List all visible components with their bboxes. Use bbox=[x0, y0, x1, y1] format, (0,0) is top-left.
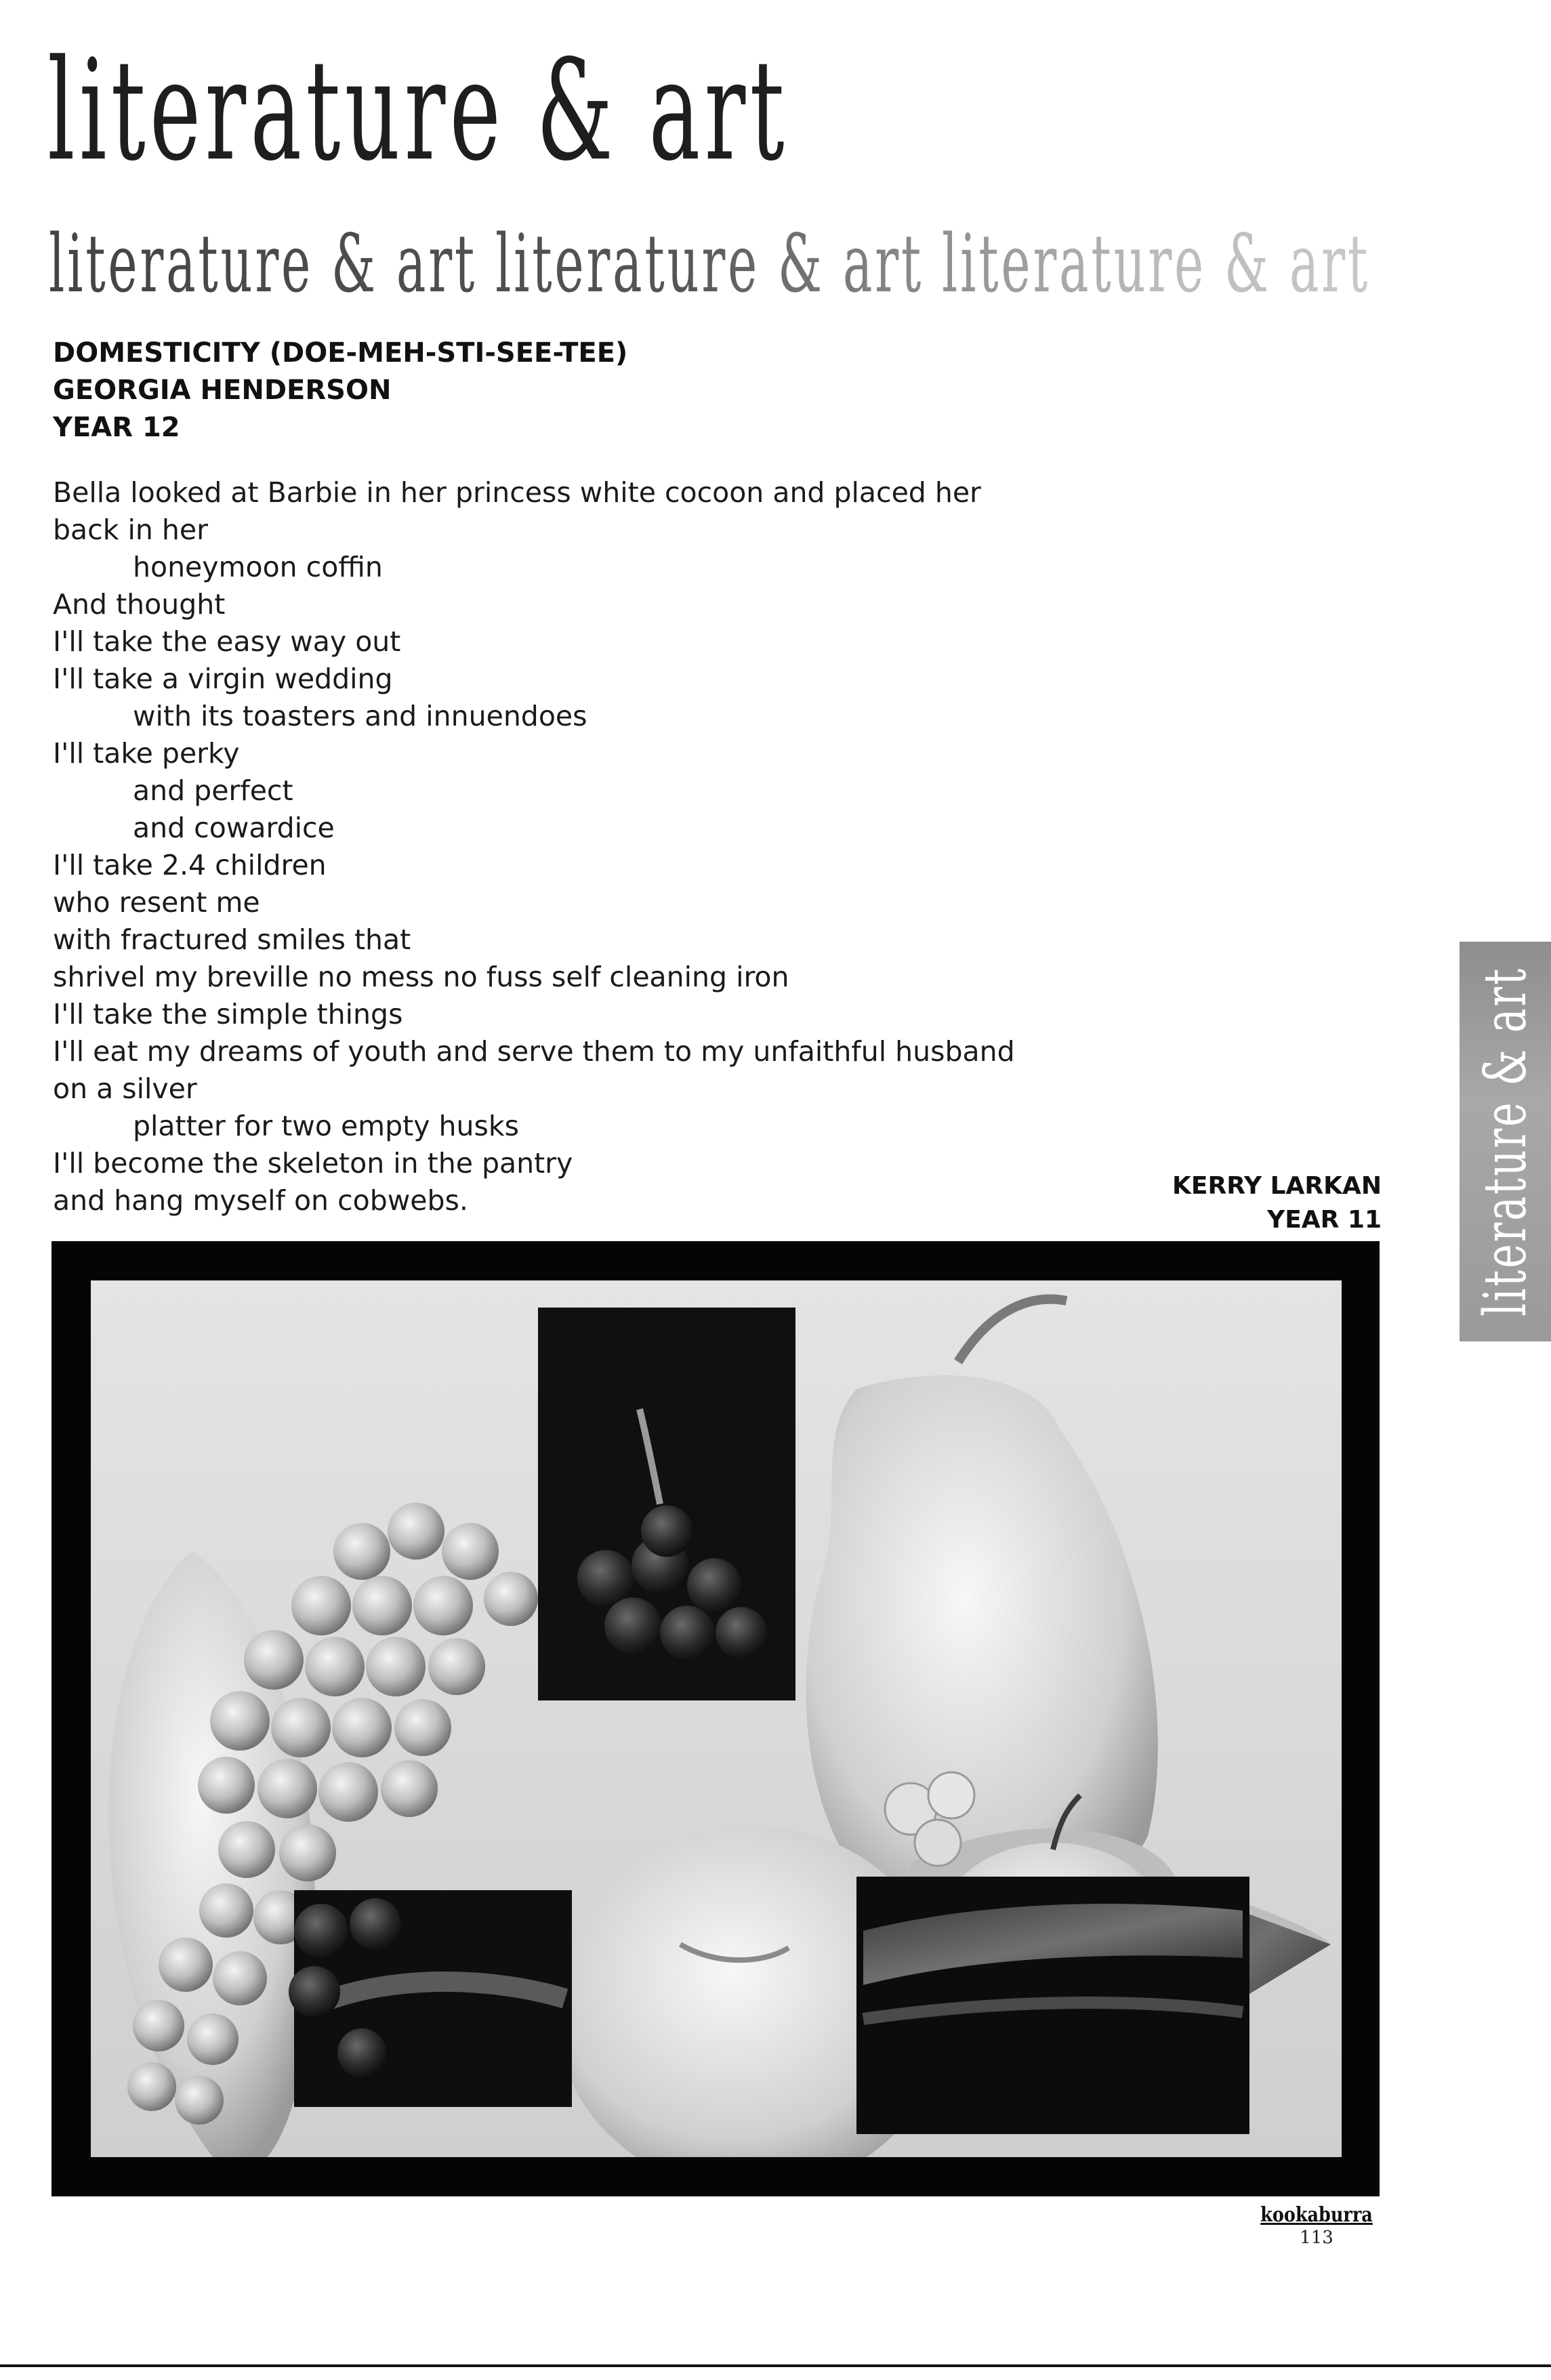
poem-year: YEAR 12 bbox=[53, 412, 180, 443]
poem-line: back in her bbox=[53, 514, 208, 546]
poem-line: shrivel my breville no mess no fuss self cleaning iron bbox=[53, 961, 789, 993]
artist-name: KERRY LARKAN bbox=[1172, 1172, 1382, 1200]
poem-line: platter for two empty husks bbox=[133, 1110, 519, 1142]
poem-line: I'll take perky bbox=[53, 737, 240, 770]
artist-year: YEAR 11 bbox=[1267, 1206, 1382, 1234]
poem-line: honeymoon coffin bbox=[133, 551, 383, 583]
page-title: literature & art bbox=[47, 30, 789, 192]
poem-line: I'll take the easy way out bbox=[53, 625, 401, 658]
side-tab-label: literature & art bbox=[1471, 967, 1539, 1316]
artwork-credit bbox=[1172, 1169, 1382, 1237]
poem-line: with fractured smiles that bbox=[53, 923, 411, 956]
poem-body bbox=[53, 474, 1110, 1219]
artwork-image bbox=[91, 1280, 1342, 2157]
poem-author: GEORGIA HENDERSON bbox=[53, 375, 392, 406]
poem-line: I'll take 2.4 children bbox=[53, 849, 327, 881]
artwork-frame bbox=[51, 1241, 1380, 2196]
poem-line: and hang myself on cobwebs. bbox=[53, 1184, 468, 1217]
poem-line: with its toasters and innuendoes bbox=[133, 700, 587, 732]
poem-line: I'll become the skeleton in the pantry bbox=[53, 1147, 573, 1179]
poem-line: on a silver bbox=[53, 1072, 197, 1105]
poem-line: Bella looked at Barbie in her princess white cocoon and placed her bbox=[53, 476, 981, 509]
poem-line: and cowardice bbox=[133, 812, 335, 844]
poem-heading bbox=[53, 335, 627, 446]
poem-line: I'll take the simple things bbox=[53, 998, 403, 1030]
bottom-rule bbox=[0, 2364, 1551, 2367]
page-subtitle-repeat: literature & art literature & art literature & art bbox=[49, 224, 1435, 304]
section-side-tab bbox=[1460, 942, 1551, 1341]
publication-logo: kookaburra bbox=[1260, 2203, 1373, 2227]
poem-title: DOMESTICITY (DOE-MEH-STI-SEE-TEE) bbox=[53, 337, 628, 369]
page-number: 113 bbox=[1300, 2228, 1333, 2248]
poem-line: And thought bbox=[53, 588, 226, 621]
poem-line: I'll eat my dreams of youth and serve them to my unfaithful husband bbox=[53, 1035, 1015, 1068]
poem-line: and perfect bbox=[133, 774, 293, 807]
poem-line: who resent me bbox=[53, 886, 260, 919]
poem-line: I'll take a virgin wedding bbox=[53, 663, 393, 695]
